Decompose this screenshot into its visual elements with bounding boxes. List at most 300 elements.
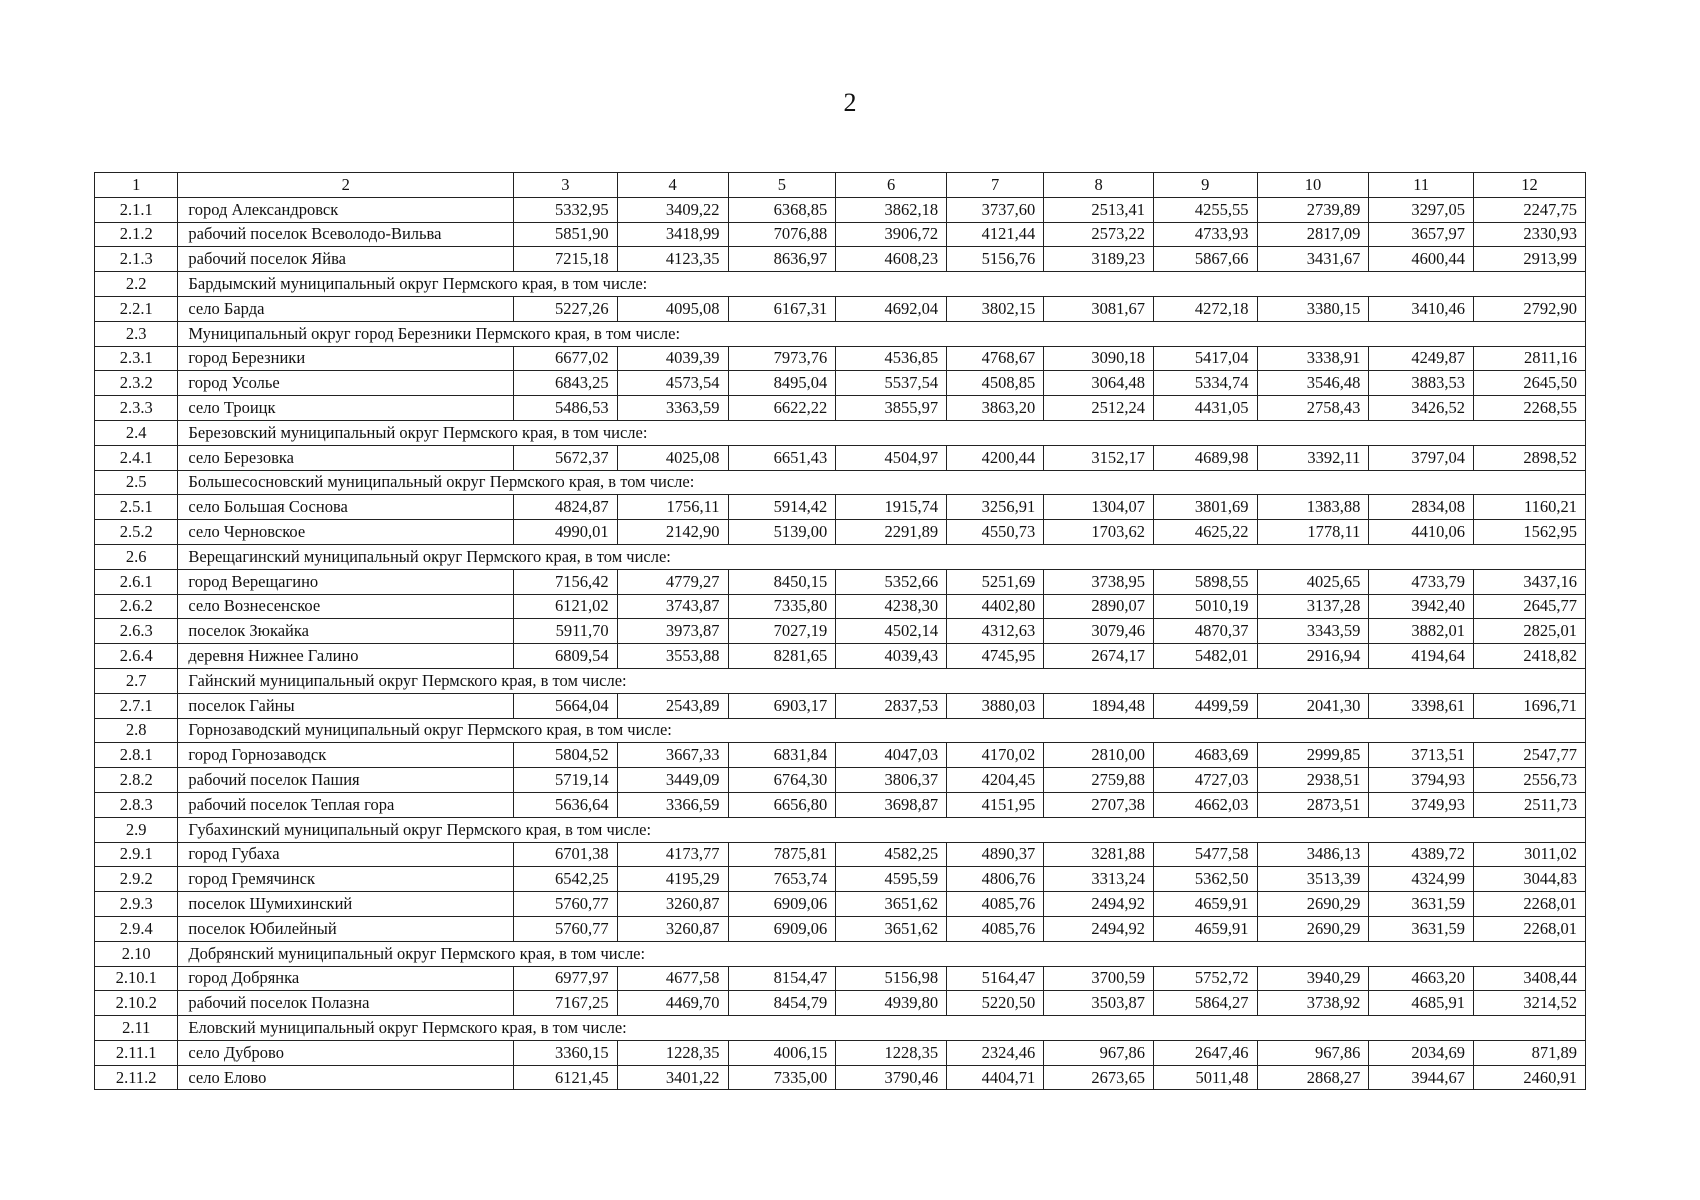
value-cell: 6977,97 (514, 966, 617, 991)
value-cell: 5220,50 (947, 991, 1044, 1016)
value-cell: 5011,48 (1154, 1065, 1257, 1090)
value-cell: 3418,99 (617, 222, 728, 247)
value-cell: 5164,47 (947, 966, 1044, 991)
value-cell: 6542,25 (514, 867, 617, 892)
value-cell: 967,86 (1257, 1040, 1369, 1065)
value-cell: 3189,23 (1044, 247, 1154, 272)
row-code: 2.6.4 (95, 644, 178, 669)
value-cell: 6651,43 (728, 445, 836, 470)
value-cell: 3743,87 (617, 594, 728, 619)
value-cell: 4238,30 (836, 594, 947, 619)
column-number-cell: 7 (947, 173, 1044, 198)
value-cell: 3738,92 (1257, 991, 1369, 1016)
value-cell: 7653,74 (728, 867, 836, 892)
value-cell: 3553,88 (617, 644, 728, 669)
row-code: 2.1.2 (95, 222, 178, 247)
row-code: 2.10.2 (95, 991, 178, 1016)
value-cell: 2873,51 (1257, 792, 1369, 817)
value-cell: 4625,22 (1154, 520, 1257, 545)
row-code: 2.3.3 (95, 396, 178, 421)
row-code: 2.7.1 (95, 693, 178, 718)
column-number-cell: 10 (1257, 173, 1369, 198)
row-code: 2.3 (95, 321, 178, 346)
value-cell: 1915,74 (836, 495, 947, 520)
value-cell: 2759,88 (1044, 768, 1154, 793)
value-cell: 4121,44 (947, 222, 1044, 247)
value-cell: 3713,51 (1369, 743, 1474, 768)
value-cell: 3806,37 (836, 768, 947, 793)
group-title: Верещагинский муниципальный округ Пермского края, в том числе: (178, 544, 1586, 569)
settlement-name: город Губаха (178, 842, 514, 867)
value-cell: 4550,73 (947, 520, 1044, 545)
value-cell: 3737,60 (947, 197, 1044, 222)
row-code: 2.8 (95, 718, 178, 743)
value-cell: 4870,37 (1154, 619, 1257, 644)
value-cell: 3546,48 (1257, 371, 1369, 396)
table-row (95, 1065, 1586, 1090)
group-row (95, 544, 1586, 569)
settlement-name: село Черновское (178, 520, 514, 545)
value-cell: 4204,45 (947, 768, 1044, 793)
row-code: 2.5.2 (95, 520, 178, 545)
value-cell: 4324,99 (1369, 867, 1474, 892)
row-code: 2.11.1 (95, 1040, 178, 1065)
value-cell: 2573,22 (1044, 222, 1154, 247)
value-cell: 6903,17 (728, 693, 836, 718)
value-cell: 3214,52 (1473, 991, 1585, 1016)
table-row (95, 445, 1586, 470)
table-row (95, 495, 1586, 520)
value-cell: 3297,05 (1369, 197, 1474, 222)
column-number-cell: 6 (836, 173, 947, 198)
value-cell: 4006,15 (728, 1040, 836, 1065)
settlement-name: поселок Гайны (178, 693, 514, 718)
value-cell: 3392,11 (1257, 445, 1369, 470)
row-code: 2.6.2 (95, 594, 178, 619)
settlement-name: город Березники (178, 346, 514, 371)
value-cell: 4173,77 (617, 842, 728, 867)
value-cell: 2825,01 (1473, 619, 1585, 644)
value-cell: 6121,45 (514, 1065, 617, 1090)
table-row (95, 916, 1586, 941)
value-cell: 2268,55 (1473, 396, 1585, 421)
value-cell: 5482,01 (1154, 644, 1257, 669)
value-cell: 2513,41 (1044, 197, 1154, 222)
value-cell: 3790,46 (836, 1065, 947, 1090)
value-cell: 4249,87 (1369, 346, 1474, 371)
table-row (95, 991, 1586, 1016)
row-code: 2.6.1 (95, 569, 178, 594)
value-cell: 4404,71 (947, 1065, 1044, 1090)
value-cell: 5334,74 (1154, 371, 1257, 396)
value-cell: 4025,65 (1257, 569, 1369, 594)
row-code: 2.9.4 (95, 916, 178, 941)
value-cell: 4768,67 (947, 346, 1044, 371)
tariff-table (94, 172, 1586, 1090)
value-cell: 3513,39 (1257, 867, 1369, 892)
row-code: 2.10.1 (95, 966, 178, 991)
value-cell: 7027,19 (728, 619, 836, 644)
column-number-cell: 5 (728, 173, 836, 198)
value-cell: 4195,29 (617, 867, 728, 892)
value-cell: 3360,15 (514, 1040, 617, 1065)
value-cell: 3503,87 (1044, 991, 1154, 1016)
row-code: 2.10 (95, 941, 178, 966)
settlement-name: рабочий поселок Пашия (178, 768, 514, 793)
value-cell: 5636,64 (514, 792, 617, 817)
value-cell: 2324,46 (947, 1040, 1044, 1065)
value-cell: 5477,58 (1154, 842, 1257, 867)
value-cell: 2938,51 (1257, 768, 1369, 793)
value-cell: 7335,80 (728, 594, 836, 619)
value-cell: 3906,72 (836, 222, 947, 247)
value-cell: 2247,75 (1473, 197, 1585, 222)
value-cell: 3409,22 (617, 197, 728, 222)
group-row (95, 321, 1586, 346)
row-code: 2.5 (95, 470, 178, 495)
settlement-name: поселок Шумихинский (178, 892, 514, 917)
value-cell: 6909,06 (728, 916, 836, 941)
value-cell: 3044,83 (1473, 867, 1585, 892)
value-cell: 4692,04 (836, 296, 947, 321)
table-row (95, 346, 1586, 371)
row-code: 2.6.3 (95, 619, 178, 644)
value-cell: 4677,58 (617, 966, 728, 991)
value-cell: 7076,88 (728, 222, 836, 247)
column-number-cell: 1 (95, 173, 178, 198)
value-cell: 8450,15 (728, 569, 836, 594)
value-cell: 2707,38 (1044, 792, 1154, 817)
table-row (95, 743, 1586, 768)
value-cell: 3256,91 (947, 495, 1044, 520)
value-cell: 4431,05 (1154, 396, 1257, 421)
row-code: 2.9.2 (95, 867, 178, 892)
value-cell: 4683,69 (1154, 743, 1257, 768)
value-cell: 4123,35 (617, 247, 728, 272)
value-cell: 5911,70 (514, 619, 617, 644)
value-cell: 4200,44 (947, 445, 1044, 470)
table-row (95, 1040, 1586, 1065)
value-cell: 5804,52 (514, 743, 617, 768)
value-cell: 5864,27 (1154, 991, 1257, 1016)
row-code: 2.8.1 (95, 743, 178, 768)
value-cell: 5227,26 (514, 296, 617, 321)
value-cell: 2999,85 (1257, 743, 1369, 768)
value-cell: 2547,77 (1473, 743, 1585, 768)
value-cell: 6764,30 (728, 768, 836, 793)
group-title: Губахинский муниципальный округ Пермского края, в том числе: (178, 817, 1586, 842)
value-cell: 2758,43 (1257, 396, 1369, 421)
value-cell: 2511,73 (1473, 792, 1585, 817)
value-cell: 5752,72 (1154, 966, 1257, 991)
value-cell: 4573,54 (617, 371, 728, 396)
value-cell: 4536,85 (836, 346, 947, 371)
value-cell: 3700,59 (1044, 966, 1154, 991)
group-title: Добрянский муниципальный округ Пермского края, в том числе: (178, 941, 1586, 966)
value-cell: 3973,87 (617, 619, 728, 644)
value-cell: 3749,93 (1369, 792, 1474, 817)
value-cell: 3313,24 (1044, 867, 1154, 892)
value-cell: 2460,91 (1473, 1065, 1585, 1090)
value-cell: 3081,67 (1044, 296, 1154, 321)
value-cell: 1778,11 (1257, 520, 1369, 545)
settlement-name: город Усолье (178, 371, 514, 396)
column-number-cell: 3 (514, 173, 617, 198)
value-cell: 8154,47 (728, 966, 836, 991)
value-cell: 3410,46 (1369, 296, 1474, 321)
group-row (95, 817, 1586, 842)
value-cell: 1228,35 (836, 1040, 947, 1065)
value-cell: 5352,66 (836, 569, 947, 594)
table-row (95, 520, 1586, 545)
value-cell: 6656,80 (728, 792, 836, 817)
value-cell: 4499,59 (1154, 693, 1257, 718)
table-row (95, 792, 1586, 817)
value-cell: 4410,06 (1369, 520, 1474, 545)
value-cell: 5760,77 (514, 892, 617, 917)
value-cell: 2291,89 (836, 520, 947, 545)
value-cell: 3942,40 (1369, 594, 1474, 619)
value-cell: 5664,04 (514, 693, 617, 718)
value-cell: 3401,22 (617, 1065, 728, 1090)
value-cell: 2834,08 (1369, 495, 1474, 520)
column-number-cell: 12 (1473, 173, 1585, 198)
value-cell: 3940,29 (1257, 966, 1369, 991)
value-cell: 6368,85 (728, 197, 836, 222)
table-row (95, 842, 1586, 867)
value-cell: 3408,44 (1473, 966, 1585, 991)
value-cell: 6809,54 (514, 644, 617, 669)
value-cell: 6909,06 (728, 892, 836, 917)
value-cell: 4990,01 (514, 520, 617, 545)
settlement-name: город Верещагино (178, 569, 514, 594)
value-cell: 5486,53 (514, 396, 617, 421)
value-cell: 2647,46 (1154, 1040, 1257, 1065)
group-title: Муниципальный округ город Березники Пермского края, в том числе: (178, 321, 1586, 346)
settlement-name: город Гремячинск (178, 867, 514, 892)
value-cell: 4689,98 (1154, 445, 1257, 470)
table-row (95, 396, 1586, 421)
settlement-name: рабочий поселок Всеволодо-Вильва (178, 222, 514, 247)
group-row (95, 1016, 1586, 1041)
settlement-name: город Горнозаводск (178, 743, 514, 768)
value-cell: 4824,87 (514, 495, 617, 520)
value-cell: 4608,23 (836, 247, 947, 272)
row-code: 2.8.3 (95, 792, 178, 817)
value-cell: 5417,04 (1154, 346, 1257, 371)
value-cell: 2817,09 (1257, 222, 1369, 247)
value-cell: 2739,89 (1257, 197, 1369, 222)
value-cell: 3431,67 (1257, 247, 1369, 272)
value-cell: 4662,03 (1154, 792, 1257, 817)
group-title: Еловский муниципальный округ Пермского края, в том числе: (178, 1016, 1586, 1041)
group-row (95, 470, 1586, 495)
value-cell: 2792,90 (1473, 296, 1585, 321)
value-cell: 2673,65 (1044, 1065, 1154, 1090)
value-cell: 6843,25 (514, 371, 617, 396)
value-cell: 3882,01 (1369, 619, 1474, 644)
value-cell: 7215,18 (514, 247, 617, 272)
table-body (95, 173, 1586, 1090)
value-cell: 1696,71 (1473, 693, 1585, 718)
value-cell: 4659,91 (1154, 916, 1257, 941)
table-row (95, 966, 1586, 991)
value-cell: 3090,18 (1044, 346, 1154, 371)
value-cell: 4389,72 (1369, 842, 1474, 867)
row-code: 2.11.2 (95, 1065, 178, 1090)
group-row (95, 941, 1586, 966)
value-cell: 3011,02 (1473, 842, 1585, 867)
table-row (95, 371, 1586, 396)
row-code: 2.9 (95, 817, 178, 842)
table-row (95, 197, 1586, 222)
value-cell: 4685,91 (1369, 991, 1474, 1016)
settlement-name: село Елово (178, 1065, 514, 1090)
value-cell: 3426,52 (1369, 396, 1474, 421)
value-cell: 4663,20 (1369, 966, 1474, 991)
value-cell: 4504,97 (836, 445, 947, 470)
row-code: 2.11 (95, 1016, 178, 1041)
value-cell: 4600,44 (1369, 247, 1474, 272)
value-cell: 3363,59 (617, 396, 728, 421)
value-cell: 3260,87 (617, 892, 728, 917)
value-cell: 2810,00 (1044, 743, 1154, 768)
value-cell: 5156,76 (947, 247, 1044, 272)
value-cell: 7156,42 (514, 569, 617, 594)
group-title: Большесосновский муниципальный округ Пермского края, в том числе: (178, 470, 1586, 495)
value-cell: 4047,03 (836, 743, 947, 768)
row-code: 2.7 (95, 668, 178, 693)
value-cell: 3079,46 (1044, 619, 1154, 644)
value-cell: 3657,97 (1369, 222, 1474, 247)
value-cell: 3801,69 (1154, 495, 1257, 520)
value-cell: 5672,37 (514, 445, 617, 470)
row-code: 2.4 (95, 420, 178, 445)
value-cell: 5251,69 (947, 569, 1044, 594)
table-row (95, 693, 1586, 718)
value-cell: 6622,22 (728, 396, 836, 421)
value-cell: 4745,95 (947, 644, 1044, 669)
value-cell: 2041,30 (1257, 693, 1369, 718)
value-cell: 3944,67 (1369, 1065, 1474, 1090)
table-row (95, 619, 1586, 644)
value-cell: 1160,21 (1473, 495, 1585, 520)
value-cell: 967,86 (1044, 1040, 1154, 1065)
value-cell: 3651,62 (836, 892, 947, 917)
value-cell: 1383,88 (1257, 495, 1369, 520)
value-cell: 4502,14 (836, 619, 947, 644)
row-code: 2.1.1 (95, 197, 178, 222)
value-cell: 4733,79 (1369, 569, 1474, 594)
value-cell: 2543,89 (617, 693, 728, 718)
value-cell: 3855,97 (836, 396, 947, 421)
value-cell: 3343,59 (1257, 619, 1369, 644)
value-cell: 2898,52 (1473, 445, 1585, 470)
value-cell: 4806,76 (947, 867, 1044, 892)
value-cell: 8636,97 (728, 247, 836, 272)
value-cell: 3398,61 (1369, 693, 1474, 718)
value-cell: 4890,37 (947, 842, 1044, 867)
value-cell: 3152,17 (1044, 445, 1154, 470)
value-cell: 4151,95 (947, 792, 1044, 817)
row-code: 2.2 (95, 272, 178, 297)
value-cell: 4170,02 (947, 743, 1044, 768)
table-row (95, 594, 1586, 619)
value-cell: 2494,92 (1044, 892, 1154, 917)
settlement-name: город Добрянка (178, 966, 514, 991)
value-cell: 3651,62 (836, 916, 947, 941)
value-cell: 4272,18 (1154, 296, 1257, 321)
settlement-name: село Вознесенское (178, 594, 514, 619)
value-cell: 6167,31 (728, 296, 836, 321)
row-code: 2.4.1 (95, 445, 178, 470)
value-cell: 8495,04 (728, 371, 836, 396)
value-cell: 4582,25 (836, 842, 947, 867)
group-title: Горнозаводский муниципальный округ Пермского края, в том числе: (178, 718, 1586, 743)
value-cell: 3437,16 (1473, 569, 1585, 594)
row-code: 2.9.1 (95, 842, 178, 867)
row-code: 2.9.3 (95, 892, 178, 917)
value-cell: 5867,66 (1154, 247, 1257, 272)
value-cell: 6831,84 (728, 743, 836, 768)
value-cell: 3802,15 (947, 296, 1044, 321)
table-row (95, 892, 1586, 917)
value-cell: 3883,53 (1369, 371, 1474, 396)
row-code: 2.2.1 (95, 296, 178, 321)
value-cell: 2837,53 (836, 693, 947, 718)
value-cell: 4039,43 (836, 644, 947, 669)
value-cell: 3366,59 (617, 792, 728, 817)
value-cell: 2690,29 (1257, 892, 1369, 917)
value-cell: 3880,03 (947, 693, 1044, 718)
value-cell: 4727,03 (1154, 768, 1257, 793)
value-cell: 3064,48 (1044, 371, 1154, 396)
value-cell: 3486,13 (1257, 842, 1369, 867)
value-cell: 4659,91 (1154, 892, 1257, 917)
value-cell: 6677,02 (514, 346, 617, 371)
value-cell: 3631,59 (1369, 916, 1474, 941)
settlement-name: село Дуброво (178, 1040, 514, 1065)
table-row (95, 867, 1586, 892)
value-cell: 2811,16 (1473, 346, 1585, 371)
value-cell: 3797,04 (1369, 445, 1474, 470)
value-cell: 8454,79 (728, 991, 836, 1016)
row-code: 2.6 (95, 544, 178, 569)
table-row (95, 569, 1586, 594)
value-cell: 3863,20 (947, 396, 1044, 421)
value-cell: 2268,01 (1473, 892, 1585, 917)
settlement-name: деревня Нижнее Галино (178, 644, 514, 669)
value-cell: 4085,76 (947, 892, 1044, 917)
value-cell: 4095,08 (617, 296, 728, 321)
value-cell: 2645,50 (1473, 371, 1585, 396)
value-cell: 4939,80 (836, 991, 947, 1016)
value-cell: 2674,17 (1044, 644, 1154, 669)
settlement-name: рабочий поселок Теплая гора (178, 792, 514, 817)
group-title: Березовский муниципальный округ Пермского края, в том числе: (178, 420, 1586, 445)
value-cell: 7973,76 (728, 346, 836, 371)
column-number-cell: 4 (617, 173, 728, 198)
value-cell: 4733,93 (1154, 222, 1257, 247)
value-cell: 4595,59 (836, 867, 947, 892)
value-cell: 4025,08 (617, 445, 728, 470)
table-row (95, 296, 1586, 321)
value-cell: 3281,88 (1044, 842, 1154, 867)
column-number-cell: 9 (1154, 173, 1257, 198)
value-cell: 5914,42 (728, 495, 836, 520)
value-cell: 4779,27 (617, 569, 728, 594)
value-cell: 3380,15 (1257, 296, 1369, 321)
